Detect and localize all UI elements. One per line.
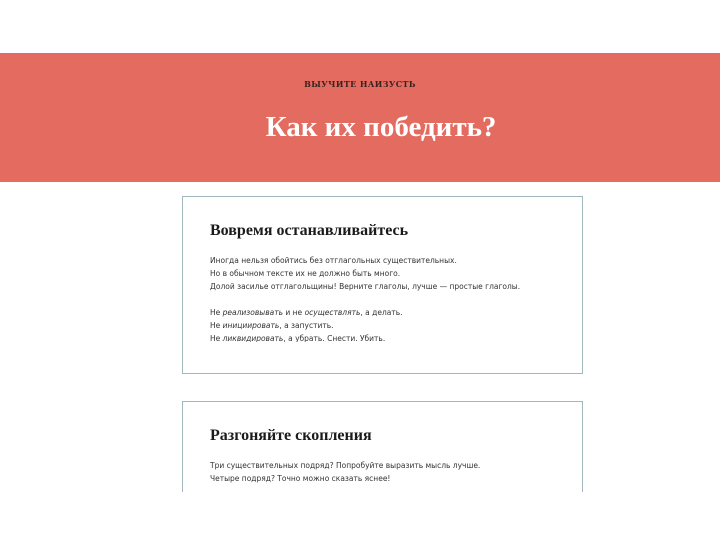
tip-card-stop [182, 196, 583, 374]
banner-kicker: ВЫУЧИТЕ НАИЗУСТЬ [304, 79, 416, 89]
card-title: Разгоняйте скопления [210, 427, 372, 444]
example-line: Не ликвидировать, а убрать. Снести. Убить. [210, 334, 386, 342]
example-line: Не реализовывать и не осуществлять, а делать. [210, 308, 403, 317]
example-line: Не инициировать, а запустить. [210, 321, 334, 330]
card-text-line: Долой засилье отглагольщины! Верните глаголы, лучше — простые глаголы. [210, 282, 521, 291]
card-title: Вовремя останавливайтесь [210, 222, 409, 239]
card-text-line: Четыре подряд? Точно можно сказать яснее! [210, 474, 391, 483]
card-text-line: Три существительных подряд? Попробуйте выразить мысль лучше. [210, 461, 481, 470]
header-banner [0, 53, 720, 182]
card-text-line: Иногда нельзя обойтись без отглагольных существительных. [210, 256, 457, 265]
tip-card-clusters [182, 401, 583, 492]
card-text-line: Но в обычном тексте их не должно быть много. [210, 269, 401, 278]
page-title: Как их победить? [265, 111, 497, 143]
